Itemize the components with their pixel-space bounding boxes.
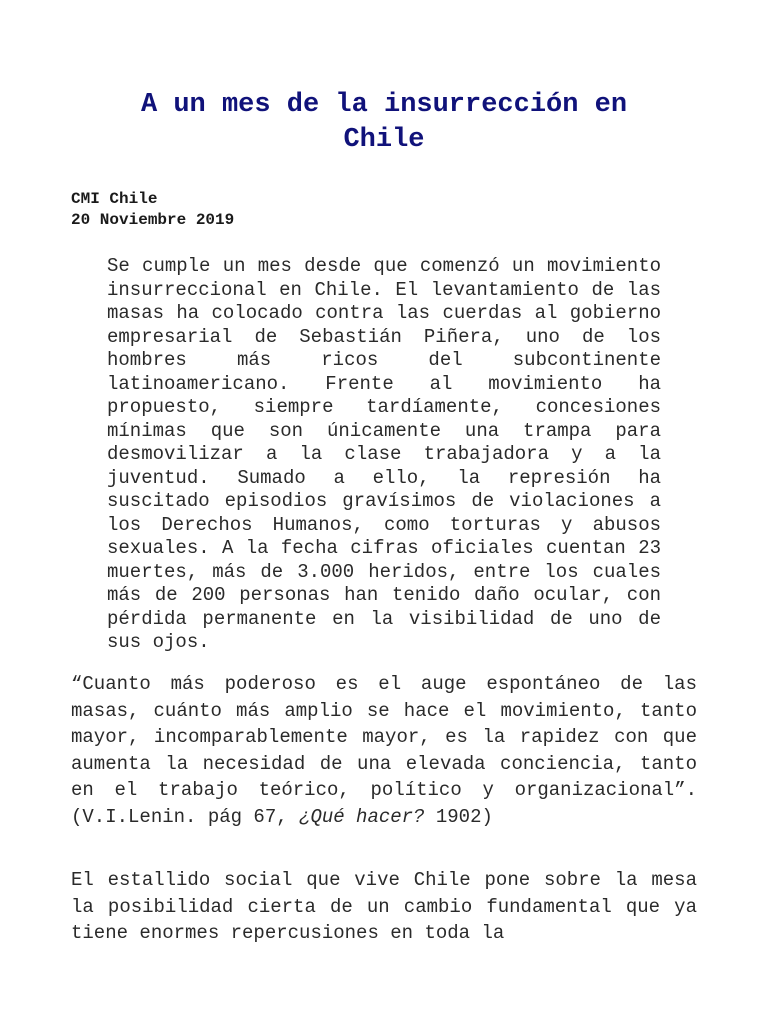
- quote-citation: (V.I.Lenin. pág 67,: [71, 805, 288, 828]
- lenin-quote: [71, 671, 697, 830]
- quote-year: 1902): [435, 805, 493, 828]
- quote-book-title: ¿Qué hacer?: [299, 805, 425, 828]
- article-title: A un mes de la insurrección en Chile: [140, 90, 628, 155]
- article-abstract: Se cumple un mes desde que comenzó un movimiento insurreccional en Chile. El levantamiento de las masas ha colocado contra las cuerdas al gobierno empresarial de Sebastián Piñera, uno de los hombres más ricos del subcontinente latinoamericano. Frente al movimiento ha propuesto, siempre tardíamente, concesiones mínimas que son únicamente una trampa para desmovilizar a la clase trabajadora y a la juventud. Sumado a ello, la represión ha suscitado episodios gravísimos de violaciones a los Derechos Humanos, como torturas y abusos sexuales. A la fecha cifras oficiales cuentan 23 muertes, más de 3.000 heridos, entre los cuales más de 200 personas han tenido daño ocular, con pérdida permanente en la visibilidad de uno de sus ojos.: [107, 255, 661, 653]
- body-paragraph: El estallido social que vive Chile pone sobre la mesa la posibilidad cierta de un cambio fundamental que ya tiene enormes repercusiones en toda la: [71, 869, 697, 944]
- article-meta: [71, 189, 234, 231]
- article-author: CMI Chile: [71, 190, 158, 208]
- article-date: 20 Noviembre 2019: [71, 211, 235, 229]
- quote-text: “Cuanto más poderoso es el auge espontáneo de las masas, cuánto más amplio se hace el movimiento, tanto mayor, incomparablemente mayor, es la rapidez con que aumenta la necesidad de una elevada conciencia, tanto en el trabajo teórico, político y organizacional”.: [71, 673, 697, 801]
